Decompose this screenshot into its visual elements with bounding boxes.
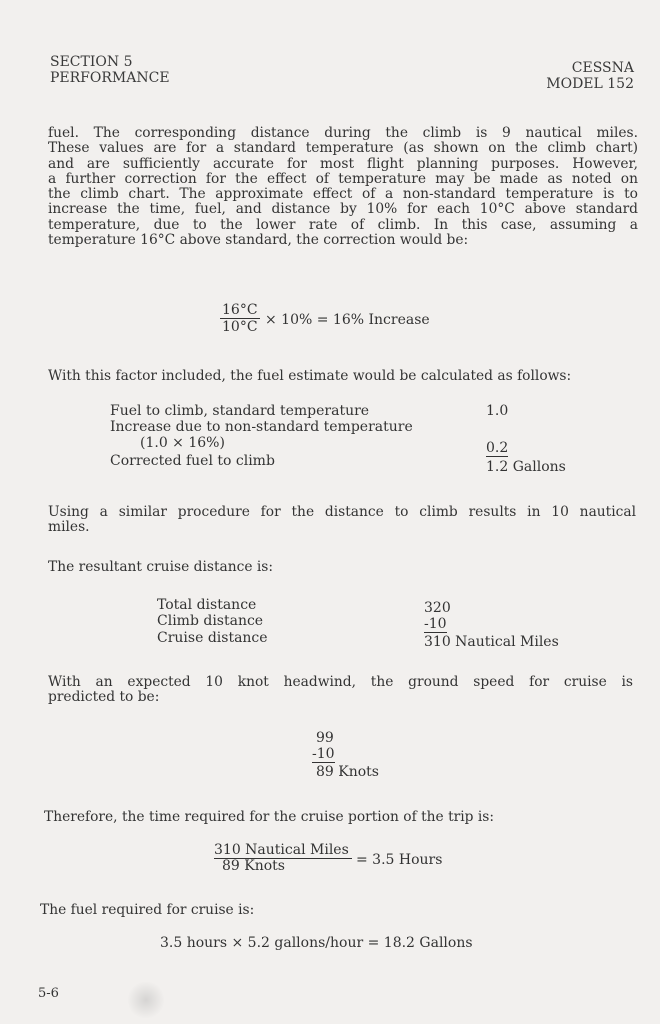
fuel-row-value: 1.0 bbox=[486, 403, 509, 419]
paragraph-line: fuel. The corresponding distance during the climb is 9 nautical miles. bbox=[48, 125, 638, 141]
cruise-distance-numerator: 310 bbox=[214, 842, 241, 858]
climb-distance-value: -10 bbox=[424, 616, 447, 632]
paragraph-line: With an expected 10 knot headwind, the ground speed for cruise is bbox=[48, 674, 633, 690]
paragraph-line: temperature 16°C above standard, the correction would be: bbox=[48, 232, 469, 249]
fraction-numerator: 16°C bbox=[222, 302, 258, 318]
cruise-row-value: 320 bbox=[424, 600, 451, 616]
paragraph-line: miles. bbox=[48, 519, 90, 536]
time-required-intro: Therefore, the time required for the cruise portion of the trip is: bbox=[44, 809, 494, 825]
paragraph-line: These values are for a standard temperature (as shown on the climb chart) bbox=[48, 140, 638, 157]
fuel-cruise-intro: The fuel required for cruise is: bbox=[40, 902, 255, 918]
temperature-correction-paragraph bbox=[48, 126, 638, 248]
paragraph-line: Using a similar procedure for the distance to climb results in 10 nautical bbox=[48, 504, 636, 520]
correction-fraction bbox=[220, 302, 260, 335]
headwind-value bbox=[312, 746, 335, 763]
paragraph-line: the climb chart. The approximate effect of a non-standard temperature is to bbox=[48, 186, 638, 203]
correction-result: × 10% = 16% Increase bbox=[265, 312, 430, 328]
fuel-row-value bbox=[486, 440, 508, 457]
fuel-row-label: Fuel to climb, standard temperature bbox=[110, 403, 370, 419]
page-number: 5-6 bbox=[38, 986, 59, 1001]
time-result: = 3.5 Hours bbox=[356, 852, 443, 868]
time-denominator: 89 Knots bbox=[222, 858, 285, 874]
headwind-subtract: -10 bbox=[312, 746, 335, 762]
fuel-estimate-intro: With this factor included, the fuel estimate would be calculated as follows: bbox=[48, 368, 572, 384]
airspeed-value: 99 bbox=[316, 730, 334, 746]
paragraph-line: and are sufficiently accurate for most flight planning purposes. However, bbox=[48, 155, 638, 172]
cruise-distance-intro: The resultant cruise distance is: bbox=[48, 559, 274, 575]
fuel-cruise-calculation: 3.5 hours × 5.2 gallons/hour = 18.2 Gallons bbox=[160, 935, 473, 951]
fuel-total-value: 1.2 Gallons bbox=[486, 459, 566, 475]
numerator-unit: Nautical Miles bbox=[240, 842, 349, 858]
paragraph-line: increase the time, fuel, and distance by 10% for each 10°C above standard bbox=[48, 201, 638, 218]
paper-smudge bbox=[128, 980, 164, 1020]
paragraph-line: a further correction for the effect of temperature may be made as noted on bbox=[48, 170, 638, 187]
paragraph-line: temperature, due to the lower rate of climb. In this case, assuming a bbox=[48, 216, 638, 233]
fuel-increase-value: 0.2 bbox=[486, 440, 509, 456]
climb-distance-paragraph bbox=[48, 505, 636, 536]
cruise-row-label: Climb distance bbox=[157, 613, 264, 629]
aircraft-model: MODEL 152 bbox=[546, 76, 634, 92]
cruise-row-label: Total distance bbox=[157, 597, 257, 613]
cruise-total-value: 310 Nautical Miles bbox=[424, 634, 559, 650]
paragraph-line: predicted to be: bbox=[48, 689, 160, 706]
headwind-paragraph bbox=[48, 675, 633, 706]
fuel-row-sublabel: (1.0 × 16%) bbox=[140, 435, 225, 451]
fuel-row-label: Increase due to non-standard temperature bbox=[110, 419, 413, 435]
cruise-row-value bbox=[424, 616, 447, 633]
fuel-row-label: Corrected fuel to climb bbox=[110, 453, 275, 469]
fraction-denominator: 10°C bbox=[222, 319, 258, 335]
section-title: SECTION 5 bbox=[50, 54, 133, 70]
aircraft-make: CESSNA bbox=[571, 60, 634, 76]
time-numerator bbox=[214, 842, 349, 859]
cruise-row-label: Cruise distance bbox=[157, 630, 268, 646]
ground-speed-value: 89 Knots bbox=[316, 764, 379, 780]
section-subtitle: PERFORMANCE bbox=[50, 70, 170, 86]
